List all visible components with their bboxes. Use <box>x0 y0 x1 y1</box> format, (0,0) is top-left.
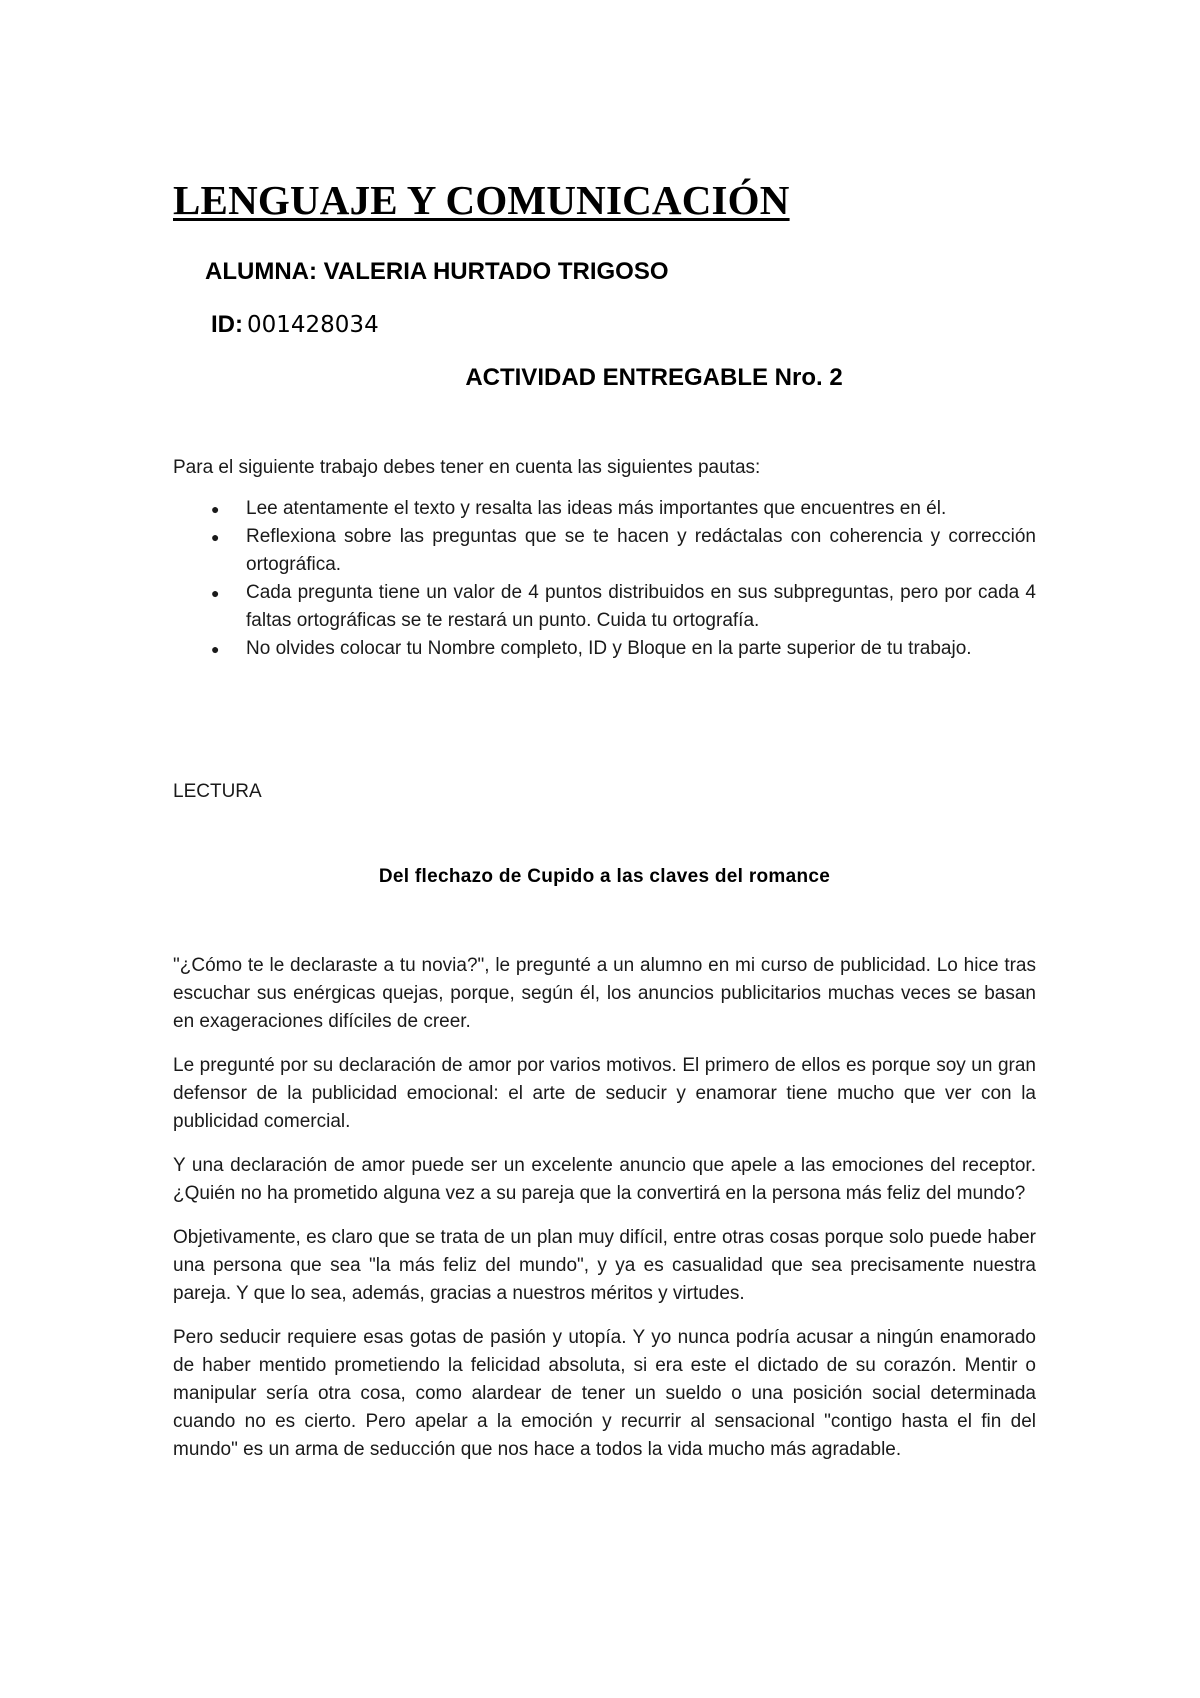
instructions-intro: Para el siguiente trabajo debes tener en cuenta las siguientes pautas: <box>173 457 761 478</box>
reading-paragraph: Y una declaración de amor puede ser un excelente anuncio que apele a las emociones del receptor. ¿Quién no ha prometido alguna vez a su pareja que la convertirá en la persona más feliz del mundo? <box>173 1155 1036 1204</box>
list-item <box>173 523 1036 579</box>
list-item-text: No olvides colocar tu Nombre completo, ID y Bloque en la parte superior de tu trabajo. <box>246 638 972 659</box>
reading-paragraph: Objetivamente, es claro que se trata de un plan muy difícil, entre otras cosas porque solo puede haber una persona que sea "la más feliz del mundo", y ya es casualidad que sea precisamente nuestra pareja. Y que lo sea, además, gracias a nuestros méritos y virtudes. <box>173 1227 1036 1304</box>
bullet-icon: ● <box>211 641 220 657</box>
list-item-text: Lee atentamente el texto y resalta las ideas más importantes que encuentres en él. <box>246 498 947 519</box>
reading-body <box>173 952 1036 1480</box>
list-item <box>173 495 1036 523</box>
student-id-value: 001428034 <box>247 312 379 338</box>
bullet-icon: ● <box>211 501 220 517</box>
reading-paragraph: "¿Cómo te le declaraste a tu novia?", le pregunté a un alumno en mi curso de publicidad. Lo hice tras escuchar sus enérgicas quejas, porque, según él, los anuncios publicitarios muchas veces se basan en exageraciones difíciles de creer. <box>173 955 1036 1032</box>
reading-section-label: LECTURA <box>173 781 262 802</box>
student-id-label: ID: <box>211 311 243 338</box>
reading-paragraph: Le pregunté por su declaración de amor por varios motivos. El primero de ellos es porque soy un gran defensor de la publicidad emocional: el arte de seducir y enamorar tiene mucho que ver con la publicidad comercial. <box>173 1055 1036 1132</box>
list-item-text: Reflexiona sobre las preguntas que se te hacen y redáctalas con coherencia y corrección ortográfica. <box>246 526 1036 575</box>
activity-heading: ACTIVIDAD ENTREGABLE Nro. 2 <box>465 364 843 391</box>
document-title: LENGUAJE Y COMUNICACIÓN <box>173 177 790 223</box>
list-item <box>173 579 1036 635</box>
student-id <box>211 311 379 339</box>
list-item <box>173 635 1036 663</box>
bullet-icon: ● <box>211 529 220 545</box>
list-item-text: Cada pregunta tiene un valor de 4 puntos distribuidos en sus subpreguntas, pero por cada 4 faltas ortográficas se te restará un punto. Cuida tu ortografía. <box>246 582 1036 631</box>
student-name: ALUMNA: VALERIA HURTADO TRIGOSO <box>205 258 669 285</box>
bullet-icon: ● <box>211 585 220 601</box>
reading-paragraph: Pero seducir requiere esas gotas de pasión y utopía. Y yo nunca podría acusar a ningún enamorado de haber mentido prometiendo la felicidad absoluta, si era este el dictado de su corazón. Mentir o manipular sería otra cosa, como alardear de tener un sueldo o una posición social determinada cuando no es cierto. Pero apelar a la emoción y recurrir al sensacional "contigo hasta el fin del mundo" es un arma de seducción que nos hace a todos la vida mucho más agradable. <box>173 1327 1036 1460</box>
reading-title: Del flechazo de Cupido a las claves del romance <box>378 866 831 887</box>
guidelines-list <box>173 495 1036 663</box>
